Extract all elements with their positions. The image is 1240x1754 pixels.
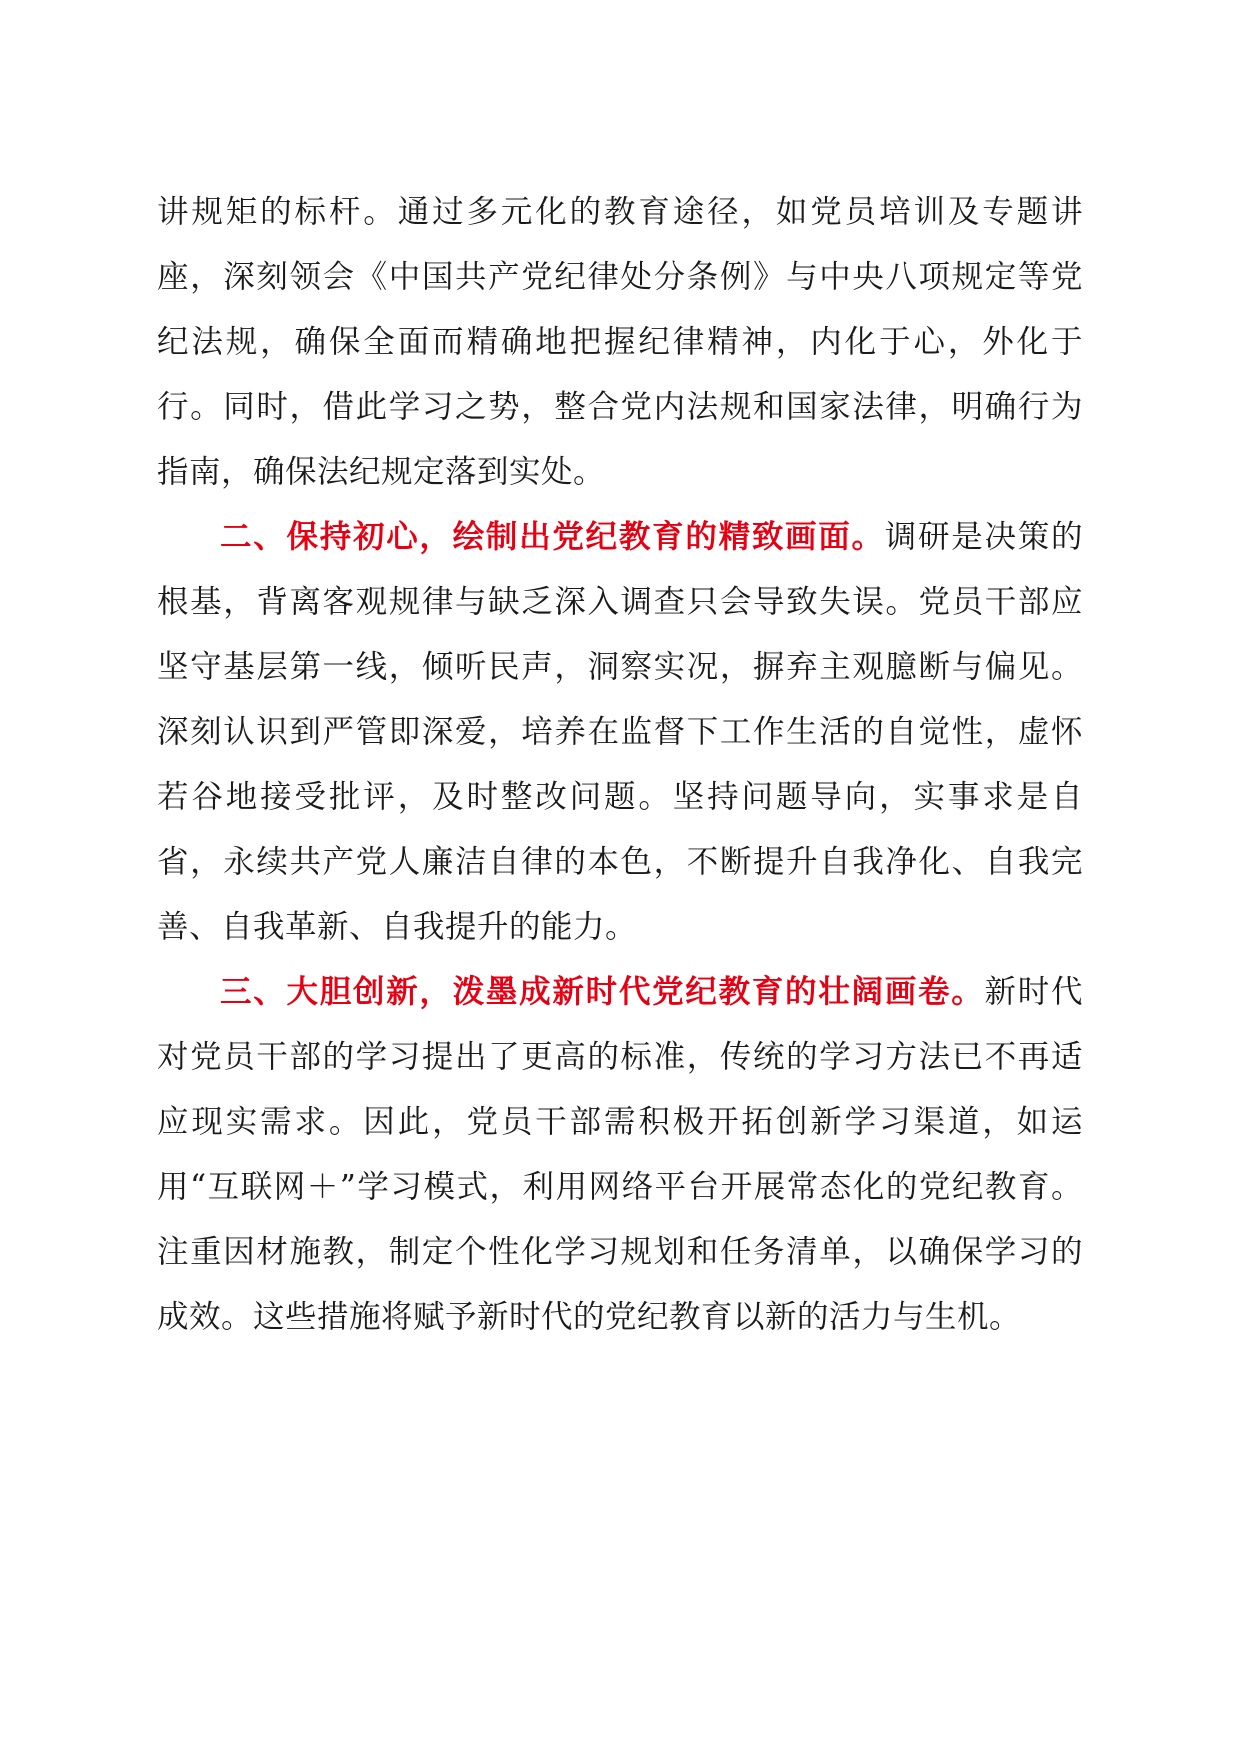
paragraph-continuation <box>157 180 1083 505</box>
section-heading-three: 三、大胆创新，泼墨成新时代党纪教育的壮阔画卷。 <box>220 974 985 1010</box>
paragraph-text: 调研是决策的根基，背离客观规律与缺乏深入调查只会导致失误。党员干部应坚守基层第一线，倾听民声，洞察实况，摒弃主观臆断与偏见。深刻认识到严管即深爱，培养在监督下工作生活的自觉性，虚怀若谷地接受批评，及时整改问题。坚持问题导向，实事求是自省，永续共产党人廉洁自律的本色，不断提升自我净化、自我完善、自我革新、自我提升的能力。 <box>157 519 1083 945</box>
paragraph-section-three <box>157 960 1083 1350</box>
paragraph-text: 新时代对党员干部的学习提出了更高的标准，传统的学习方法已不再适应现实需求。因此，党员干部需积极开拓创新学习渠道，如运用“互联网＋”学习模式，利用网络平台开展常态化的党纪教育。注重因材施教，制定个性化学习规划和任务清单，以确保学习的成效。这些措施将赋予新时代的党纪教育以新的活力与生机。 <box>157 974 1083 1335</box>
document-body <box>157 180 1083 1350</box>
paragraph-text: 讲规矩的标杆。通过多元化的教育途径，如党员培训及专题讲座，深刻领会《中国共产党纪律处分条例》与中央八项规定等党纪法规，确保全面而精确地把握纪律精神，内化于心，外化于行。同时，借此学习之势，整合党内法规和国家法律，明确行为指南，确保法纪规定落到实处。 <box>157 194 1083 490</box>
section-heading-two: 二、保持初心，绘制出党纪教育的精致画面。 <box>220 519 885 555</box>
paragraph-section-two <box>157 505 1083 960</box>
